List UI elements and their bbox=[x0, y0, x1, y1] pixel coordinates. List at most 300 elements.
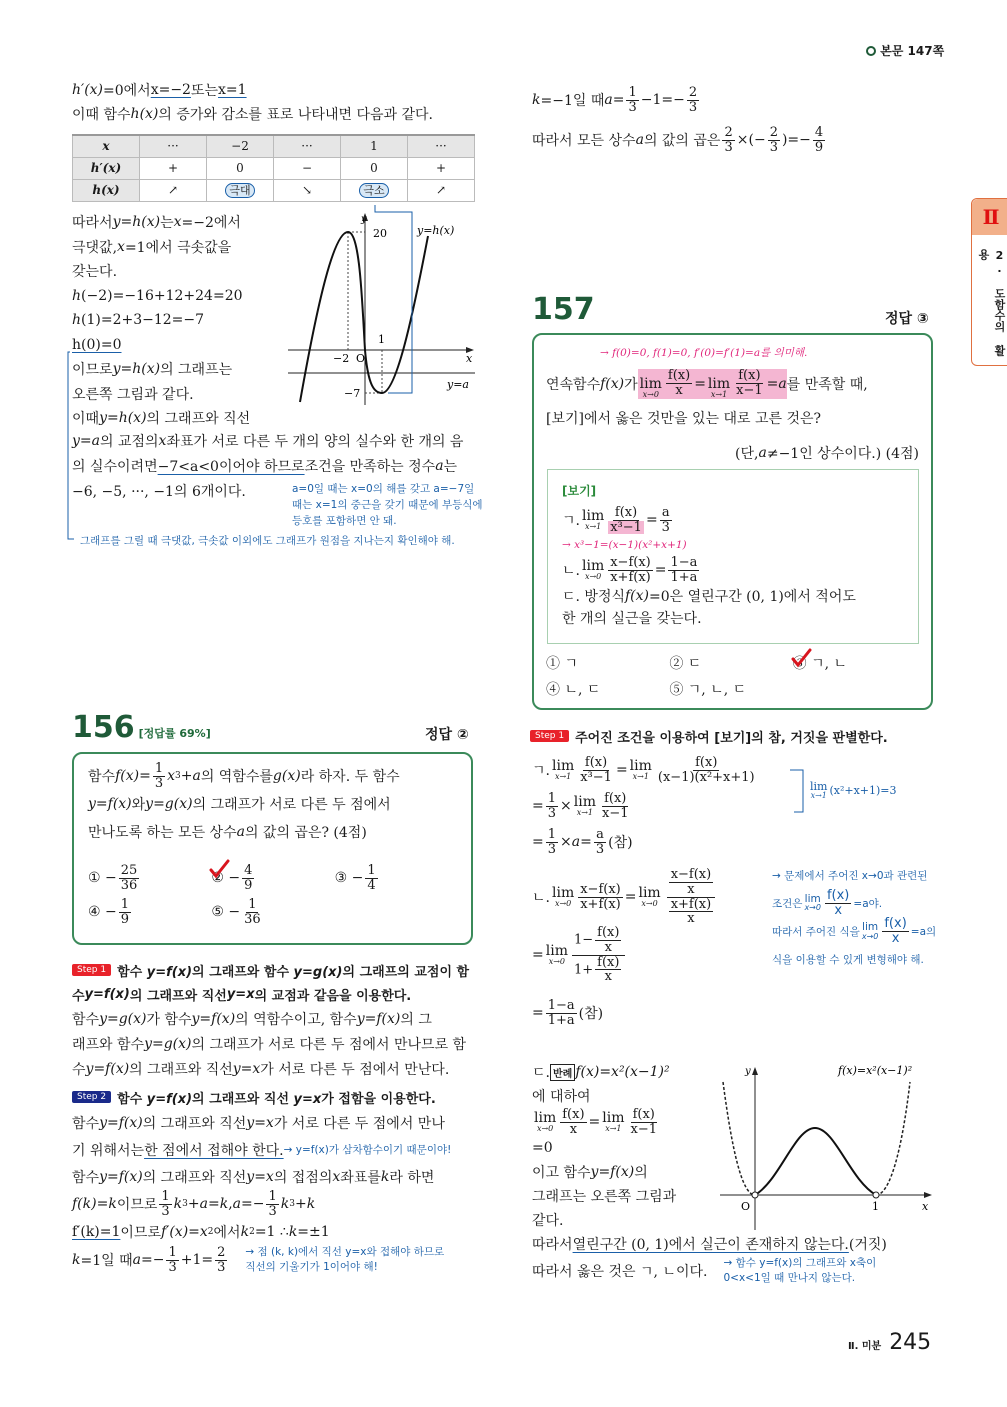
table-cell bbox=[140, 135, 207, 157]
text: ③ − bbox=[334, 870, 364, 887]
denominator: 3 bbox=[547, 805, 557, 821]
origin-label: O bbox=[741, 1200, 751, 1213]
line bbox=[72, 1163, 477, 1190]
table-cell bbox=[73, 179, 140, 201]
fraction bbox=[119, 864, 140, 892]
limit bbox=[804, 894, 821, 913]
numerator: 2 bbox=[688, 84, 698, 100]
lim-text: lim bbox=[581, 508, 605, 525]
text: )=− bbox=[781, 132, 811, 148]
cell-text: + bbox=[167, 161, 179, 175]
text: 1+ bbox=[573, 962, 594, 978]
cell-text: 0 bbox=[236, 161, 244, 175]
line bbox=[532, 984, 719, 1042]
line bbox=[88, 790, 400, 818]
explanation-text bbox=[72, 210, 250, 431]
text: + bbox=[294, 1196, 307, 1213]
line bbox=[562, 607, 856, 629]
math-text: y=f(x) bbox=[84, 986, 130, 1002]
numerator: 1 bbox=[628, 84, 637, 100]
math-text: a bbox=[758, 445, 767, 461]
denominator: 3 bbox=[595, 841, 605, 857]
text: −1=− bbox=[640, 92, 685, 108]
numerator: f(x) bbox=[604, 790, 627, 806]
denominator: 1+a bbox=[670, 569, 698, 585]
text: =0은 열린구간 (0, 1)에서 적어도 bbox=[649, 588, 856, 605]
blue-note: → y=f(x)가 삼차함수이기 때문이야! bbox=[283, 1144, 452, 1156]
x-neg2-label: −2 bbox=[333, 352, 350, 365]
text: 의 증가와 감소를 표로 나타내면 다음과 같다. bbox=[158, 107, 433, 123]
numerator: f(x) bbox=[738, 368, 761, 384]
table-cell bbox=[341, 135, 408, 157]
math-text: k bbox=[532, 92, 541, 108]
text: 는 bbox=[443, 458, 458, 475]
cell-text: ··· bbox=[167, 139, 179, 154]
page-reference bbox=[866, 42, 944, 59]
curve-f bbox=[755, 1128, 876, 1195]
numerator: f(x) bbox=[597, 954, 620, 970]
text: ⑤ ㄱ, ㄴ, ㄷ bbox=[669, 682, 747, 698]
numerator: 1 bbox=[547, 826, 557, 842]
limit bbox=[810, 781, 827, 800]
underlined-text: x=1 bbox=[218, 82, 247, 98]
numerator: 1−a bbox=[547, 997, 575, 1013]
fraction bbox=[215, 1246, 227, 1274]
denominator: x bbox=[687, 881, 695, 897]
math-text: y=f(x) bbox=[356, 1010, 401, 1027]
line bbox=[72, 1218, 477, 1245]
text: 라 하면 bbox=[389, 1169, 435, 1186]
text: 의 역함수를 bbox=[200, 769, 273, 786]
choice-5[interactable] bbox=[211, 898, 334, 926]
text: 함수 bbox=[72, 1115, 100, 1132]
line bbox=[88, 818, 400, 846]
text: → 문제에서 주어진 x→0과 관련된 bbox=[772, 870, 928, 882]
math-text: y=x bbox=[246, 1114, 274, 1131]
denominator bbox=[667, 898, 716, 926]
numerator bbox=[572, 926, 625, 955]
text: = bbox=[532, 798, 544, 814]
problem-156-box bbox=[72, 752, 473, 945]
denominator: 9 bbox=[814, 139, 824, 155]
step1-title: 주어진 조건을 이용하여 [보기]의 참, 거짓을 판별한다. bbox=[575, 730, 888, 746]
text: (참) bbox=[578, 1006, 604, 1022]
text: 이때 함수 bbox=[72, 107, 131, 123]
math-text: a bbox=[635, 132, 644, 148]
choice-3[interactable] bbox=[793, 653, 916, 673]
text: = bbox=[615, 762, 628, 778]
line bbox=[532, 80, 827, 120]
text: 의 그래프는 bbox=[160, 362, 233, 379]
fraction bbox=[560, 1108, 586, 1136]
line bbox=[562, 534, 856, 556]
text: 가 서로 다른 두 점에서 만난다. bbox=[260, 1061, 450, 1078]
denominator: x bbox=[687, 911, 695, 927]
lim-text: lim bbox=[581, 558, 605, 575]
superscript: 2 bbox=[207, 1226, 214, 1237]
text: 의 그 bbox=[400, 1011, 432, 1028]
text: 가 접함을 이용한다. bbox=[321, 1091, 436, 1107]
choice-4[interactable] bbox=[88, 898, 211, 926]
superscript: 3 bbox=[182, 1199, 188, 1210]
fraction bbox=[629, 1108, 660, 1136]
fraction bbox=[266, 1190, 278, 1218]
text: =a야. bbox=[853, 897, 883, 910]
continued-solution bbox=[532, 80, 827, 160]
text: 의 그래프와 직선 bbox=[142, 1169, 247, 1186]
math-text: a bbox=[236, 824, 245, 841]
limit bbox=[546, 944, 568, 966]
denominator: 36 bbox=[244, 911, 261, 927]
fraction bbox=[546, 828, 558, 856]
text: (x²+x+1)=3 bbox=[829, 783, 897, 797]
fraction bbox=[242, 864, 254, 892]
line bbox=[72, 453, 463, 478]
fraction bbox=[608, 556, 653, 584]
denominator: x+f(x) bbox=[580, 896, 621, 912]
text: =− bbox=[241, 1196, 265, 1213]
lim-sub: x→1 bbox=[810, 790, 827, 800]
table-cell bbox=[341, 179, 408, 201]
denominator: x−1 bbox=[736, 383, 763, 399]
numerator: 1 bbox=[161, 1189, 170, 1204]
choice-5[interactable] bbox=[669, 679, 792, 699]
math-text: a bbox=[435, 457, 444, 474]
cell-text: ↗ bbox=[167, 183, 179, 197]
math-text: x bbox=[117, 238, 125, 255]
fraction bbox=[665, 868, 718, 926]
open-point-1 bbox=[873, 1192, 879, 1198]
note-line: 때는 x=1의 중근을 갖기 때문에 부등식에 bbox=[292, 499, 483, 511]
text: =a의 bbox=[910, 925, 937, 938]
line bbox=[72, 406, 250, 431]
note-c bbox=[723, 1256, 876, 1286]
text: ⑤ − bbox=[211, 904, 241, 921]
denominator: 3 bbox=[724, 139, 733, 155]
text: 를 만족할 때, bbox=[786, 377, 868, 393]
text: 의 그래프가 서로 다른 두 점에서 bbox=[192, 797, 391, 814]
text: 의 교점과 같음을 이용한다. bbox=[254, 988, 412, 1004]
fraction bbox=[668, 556, 699, 584]
text: ㄷ. 방정식 bbox=[562, 588, 625, 605]
math-text: y=g(x) bbox=[293, 964, 343, 980]
open-point-0 bbox=[752, 1192, 758, 1198]
math-text: k bbox=[240, 1223, 250, 1240]
curve-label: y=h(x) bbox=[417, 224, 455, 237]
limit bbox=[640, 377, 662, 399]
text: 가 bbox=[624, 377, 638, 393]
table-cell bbox=[408, 179, 475, 201]
text: 이때 bbox=[72, 411, 100, 428]
text: −6, −5, ···, −1의 6개이다. bbox=[72, 483, 246, 500]
connector bbox=[60, 350, 80, 550]
math-text: k bbox=[280, 1196, 290, 1213]
math-text: f(x) bbox=[600, 376, 625, 392]
choice-3[interactable] bbox=[335, 864, 458, 892]
text: ② ㄷ bbox=[669, 656, 702, 672]
numerator: 2 bbox=[724, 124, 733, 140]
text: 의 그래프와 직선 bbox=[146, 411, 251, 428]
denominator: x−1 bbox=[601, 805, 629, 821]
denominator bbox=[572, 956, 625, 984]
text: 가 함수 bbox=[146, 1011, 192, 1028]
text: =0 bbox=[532, 1140, 553, 1157]
dashed-left bbox=[723, 1082, 755, 1195]
lim-text: lim bbox=[545, 943, 568, 959]
math-text: f′(x)=x bbox=[160, 1223, 208, 1240]
math-text: a bbox=[192, 768, 201, 785]
text: ㄱ. bbox=[532, 763, 550, 779]
numerator: f(x) bbox=[614, 505, 638, 520]
note-line: 0<x<1일 때 만나지 않는다. bbox=[723, 1272, 856, 1285]
text: = bbox=[624, 889, 637, 905]
limit bbox=[862, 922, 879, 941]
solution-a bbox=[532, 752, 759, 860]
x-one-label: 1 bbox=[872, 1200, 879, 1213]
numerator: 4 bbox=[814, 124, 824, 140]
problem-156-header bbox=[72, 710, 211, 745]
limit bbox=[574, 795, 596, 817]
text: 극댓값, bbox=[72, 239, 118, 256]
chapter-tab[interactable] bbox=[971, 198, 1007, 366]
lim-text: lim bbox=[629, 758, 652, 774]
denominator: 3 bbox=[769, 139, 778, 155]
numerator: f(x) bbox=[667, 368, 691, 384]
text: = bbox=[532, 947, 544, 963]
fraction bbox=[656, 756, 757, 784]
cell-text: + bbox=[435, 161, 447, 175]
lim-sub: x→1 bbox=[632, 772, 649, 781]
limit bbox=[534, 1111, 556, 1133]
text: ④ − bbox=[88, 904, 117, 921]
note-tangent bbox=[245, 1245, 444, 1275]
lim-sub: x→0 bbox=[642, 389, 659, 399]
choice-1[interactable] bbox=[546, 653, 669, 673]
line bbox=[72, 210, 250, 235]
lim-sub: x→0 bbox=[861, 931, 879, 941]
fraction bbox=[595, 926, 621, 954]
text: 의 그래프와 직선 bbox=[192, 1091, 294, 1107]
choice-2[interactable] bbox=[211, 864, 334, 892]
section-label: Ⅱ. 미분 bbox=[848, 1341, 882, 1352]
lim-sub: x→0 bbox=[536, 1124, 554, 1134]
lim-text: lim bbox=[551, 758, 575, 774]
text: 오른쪽 그림과 같다. bbox=[72, 386, 194, 403]
math-text: y=g(x) bbox=[99, 1010, 147, 1027]
max-label: 20 bbox=[373, 227, 387, 240]
denominator: (x−1)(x²+x+1) bbox=[657, 769, 755, 785]
text: 이므로 bbox=[116, 1197, 158, 1214]
table-cell bbox=[140, 157, 207, 179]
limit bbox=[602, 1111, 624, 1133]
line bbox=[88, 762, 400, 790]
denominator: x bbox=[891, 930, 900, 946]
math-text: y=f(x) bbox=[85, 1060, 130, 1077]
lim-text: lim bbox=[804, 892, 821, 905]
underlined-text: x=−2 bbox=[150, 82, 191, 98]
text: =±1 bbox=[297, 1223, 330, 1240]
lim-text: lim bbox=[602, 1110, 625, 1127]
math-text: f(x)=x²(x−1)² bbox=[575, 1064, 670, 1080]
numerator: x−f(x) bbox=[580, 881, 621, 897]
text: ④ ㄴ, ㄷ bbox=[546, 682, 601, 698]
table-cell bbox=[207, 157, 274, 179]
line bbox=[532, 868, 719, 926]
text: =−2에서 bbox=[181, 215, 241, 232]
origin-label: O bbox=[356, 352, 366, 365]
table-cell bbox=[73, 135, 140, 157]
text: ① ㄱ bbox=[546, 656, 578, 672]
limit bbox=[708, 377, 730, 399]
bogi-label: [보기] bbox=[562, 484, 597, 498]
superscript: 2 bbox=[249, 1226, 255, 1237]
denominator: 3 bbox=[217, 1259, 226, 1275]
choice-2[interactable] bbox=[669, 653, 792, 673]
cell-text: 1 bbox=[370, 139, 378, 154]
math-text: y=h(x) bbox=[112, 214, 161, 231]
math-text: f(k)=k bbox=[72, 1196, 117, 1213]
fraction bbox=[365, 864, 377, 892]
math-text: y=f(x) bbox=[99, 1168, 143, 1185]
text: 의 역함수이고, 함수 bbox=[235, 1011, 357, 1028]
text: 에 대하여 bbox=[532, 1089, 591, 1105]
denominator: x bbox=[675, 383, 683, 399]
math-text: y=x bbox=[226, 986, 255, 1002]
math-text: g(x) bbox=[272, 768, 301, 785]
text: 그래프는 오른쪽 그림과 bbox=[532, 1189, 677, 1206]
numerator: x+f(x) bbox=[670, 896, 712, 912]
line bbox=[72, 1006, 477, 1031]
table-cell bbox=[140, 179, 207, 201]
fraction bbox=[687, 86, 699, 114]
fraction bbox=[546, 792, 558, 820]
numerator: x−f(x) bbox=[670, 867, 712, 883]
fraction bbox=[594, 828, 606, 856]
text: 의 그래프와 직선 bbox=[142, 1115, 247, 1132]
math-text: h bbox=[72, 287, 82, 304]
line bbox=[72, 78, 433, 102]
accuracy-rate: [정답률 69%] bbox=[138, 727, 211, 740]
answer-label: 정답 ② bbox=[425, 727, 469, 743]
fraction bbox=[600, 792, 631, 820]
text: 의 값의 곱은 bbox=[643, 133, 721, 149]
table-row bbox=[73, 157, 475, 179]
math-text: y=f(x) bbox=[88, 796, 132, 813]
math-text: f(x) bbox=[625, 587, 650, 604]
problem-157-box bbox=[532, 333, 933, 710]
denominator: 3 bbox=[661, 519, 670, 535]
text: (거짓) bbox=[848, 1237, 887, 1254]
table-row bbox=[73, 179, 475, 201]
lim-sub: x→0 bbox=[548, 957, 565, 966]
cell-text: ··· bbox=[301, 139, 313, 154]
denominator: 4 bbox=[367, 877, 376, 893]
text: 따라서 bbox=[532, 1237, 573, 1254]
fraction bbox=[578, 756, 614, 784]
text: ② − bbox=[211, 870, 241, 887]
table-row bbox=[73, 135, 475, 157]
text: 는 bbox=[160, 215, 174, 232]
pink-note: → f(0)=0, f(1)=0, f′(0)=f′(1)=a를 의미해. bbox=[600, 347, 808, 359]
denominator: 1+a bbox=[547, 1012, 575, 1028]
limit bbox=[638, 886, 660, 908]
text: [보기]에서 옳은 것만을 있는 대로 고른 것은? bbox=[546, 411, 822, 427]
line bbox=[772, 946, 936, 973]
cubic-graph bbox=[280, 205, 480, 410]
fraction bbox=[119, 898, 131, 926]
text: x³−1 bbox=[610, 519, 642, 535]
limit bbox=[582, 559, 604, 581]
highlight bbox=[638, 369, 787, 398]
text: = bbox=[588, 1114, 601, 1131]
line bbox=[546, 401, 868, 435]
text: ㄴ. bbox=[562, 563, 580, 580]
text: 기 위해서는 bbox=[72, 1142, 145, 1159]
choice-4[interactable] bbox=[546, 679, 669, 699]
math-text: a bbox=[571, 834, 581, 850]
fraction bbox=[734, 369, 765, 397]
variation-table bbox=[72, 134, 475, 202]
fraction bbox=[768, 126, 780, 154]
cell-text: 극대 bbox=[225, 183, 254, 198]
solution-b bbox=[532, 868, 719, 1042]
table-cell bbox=[274, 157, 341, 179]
text: 수 bbox=[72, 1061, 86, 1078]
line bbox=[72, 1136, 477, 1163]
line bbox=[72, 333, 250, 358]
fraction bbox=[572, 926, 625, 984]
line bbox=[72, 235, 250, 260]
math-text: x bbox=[332, 1168, 341, 1185]
math-text: x bbox=[158, 432, 167, 449]
math-text: x bbox=[173, 214, 182, 231]
line bbox=[72, 1056, 477, 1081]
denominator: 3 bbox=[168, 1259, 177, 1275]
choice-1[interactable] bbox=[88, 864, 211, 892]
text: 따라서 모든 상수 bbox=[532, 133, 636, 149]
text: 이므로 bbox=[72, 362, 113, 379]
fraction bbox=[546, 999, 577, 1027]
line bbox=[532, 926, 719, 984]
line bbox=[532, 120, 827, 160]
line bbox=[72, 308, 250, 333]
text: 수 bbox=[72, 988, 85, 1004]
line bbox=[772, 889, 936, 917]
chapter-roman: Ⅱ bbox=[972, 199, 1007, 235]
text: 의 그래프의 교점이 함 bbox=[342, 964, 470, 980]
note-line: a=0일 때는 x=0의 해를 갖고 a=−7일 bbox=[292, 483, 475, 495]
line bbox=[72, 357, 250, 382]
step1-badge: Step 1 bbox=[72, 964, 111, 976]
fraction bbox=[595, 956, 621, 984]
line bbox=[72, 428, 463, 453]
math-text: y=x bbox=[232, 1060, 261, 1077]
text: ×(− bbox=[736, 132, 766, 148]
text: 1− bbox=[573, 932, 594, 948]
text: , bbox=[228, 1196, 233, 1213]
numerator: f(x) bbox=[884, 916, 907, 932]
text: = bbox=[532, 1005, 544, 1021]
math-text: y=g(x) bbox=[144, 1035, 192, 1052]
lim-sub: x→0 bbox=[641, 899, 658, 908]
underlined-text: 한 점에서 접해야 한다. bbox=[144, 1142, 284, 1159]
table-cell bbox=[274, 135, 341, 157]
text: ㄱ. bbox=[562, 513, 580, 530]
text: + bbox=[180, 768, 193, 785]
text: ㄴ. bbox=[532, 890, 550, 906]
fraction bbox=[578, 883, 623, 911]
denominator: 3 bbox=[547, 841, 557, 857]
